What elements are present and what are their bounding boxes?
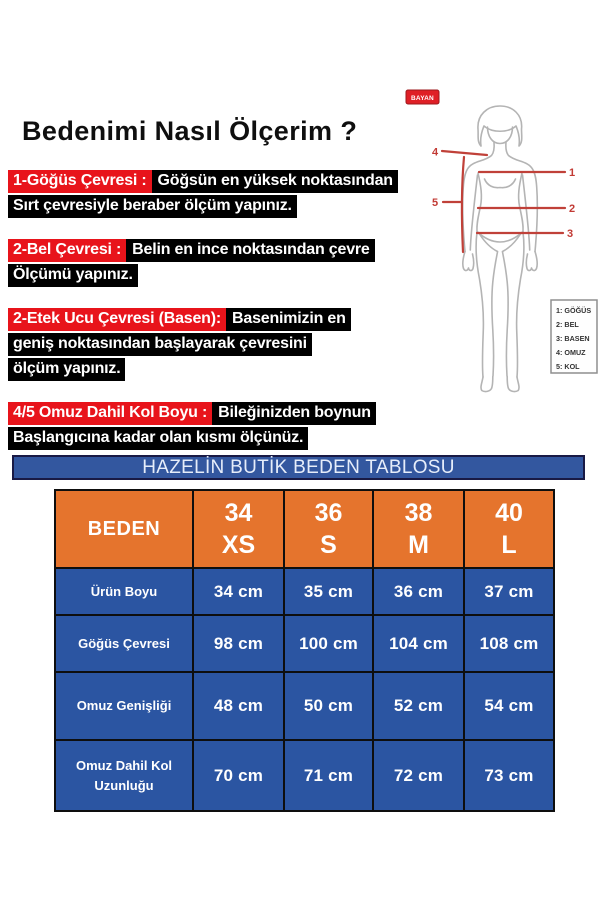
measure-text: Bileğinizden boynun	[212, 402, 376, 425]
measurement-value: 52 cm	[373, 672, 464, 740]
row-label: Göğüs Çevresi	[55, 615, 193, 672]
measure-text: Göğsün en yüksek noktasından	[152, 170, 398, 193]
size-column-header	[193, 490, 284, 568]
measurement-value: 34 cm	[193, 568, 284, 615]
instruction-line	[8, 333, 398, 356]
measurement-value: 48 cm	[193, 672, 284, 740]
measurement-instructions	[8, 170, 398, 471]
measurement-value: 100 cm	[284, 615, 373, 672]
chest-number: 1	[569, 167, 576, 179]
measure-label: 2-Etek Ucu Çevresi (Basen):	[8, 308, 226, 331]
size-column-header	[373, 490, 464, 568]
instruction-block-hip	[8, 308, 398, 381]
size-letter: S	[320, 531, 337, 559]
measurement-value: 54 cm	[464, 672, 554, 740]
measurement-value: 73 cm	[464, 740, 554, 811]
page-title: Bedenimi Nasıl Ölçerim ?	[22, 116, 358, 146]
measure-text: Sırt çevresiyle beraber ölçüm yapınız.	[8, 195, 297, 218]
arm-number: 5	[431, 197, 439, 209]
table-row	[55, 615, 554, 672]
measurement-value: 71 cm	[284, 740, 373, 811]
size-number: 40	[495, 498, 523, 527]
badge-label: BAYAN	[411, 95, 434, 102]
measure-text: Başlangıcına kadar olan kısmı ölçünüz.	[8, 427, 308, 450]
row-label: Ürün Boyu	[55, 568, 193, 615]
legend-item: 4: OMUZ	[556, 348, 586, 357]
instruction-block-waist	[8, 239, 398, 287]
legend-item: 5: KOL	[556, 362, 580, 371]
measurement-value: 104 cm	[373, 615, 464, 672]
table-row	[55, 740, 554, 811]
measure-text: Belin en ince noktasından çevre	[126, 239, 374, 262]
measurement-value: 98 cm	[193, 615, 284, 672]
waist-number: 2	[569, 203, 576, 215]
size-number: 38	[404, 498, 433, 527]
size-letter: M	[408, 531, 429, 559]
row-label: Omuz Dahil Kol Uzunluğu	[55, 740, 193, 811]
instruction-block-arm	[8, 402, 398, 450]
legend-box	[551, 300, 597, 373]
size-table-header-row	[55, 490, 554, 568]
legend-item: 3: BASEN	[556, 334, 590, 343]
hip-number: 3	[567, 228, 574, 240]
measurement-value: 50 cm	[284, 672, 373, 740]
instruction-line	[8, 239, 398, 262]
instruction-line	[8, 427, 398, 450]
measurement-lines	[442, 151, 565, 252]
measurement-value: 37 cm	[464, 568, 554, 615]
female-body-outline-icon	[463, 106, 538, 392]
instruction-line	[8, 358, 398, 381]
measure-text: Basenimizin en	[226, 308, 351, 331]
size-column-header	[464, 490, 554, 568]
measure-label: 2-Bel Çevresi :	[8, 239, 126, 262]
measure-text: geniş noktasından başlayarak çevresini	[8, 333, 312, 356]
measurement-value: 70 cm	[193, 740, 284, 811]
legend-item: 2: BEL	[556, 320, 579, 329]
beden-corner-cell: BEDEN	[55, 490, 193, 568]
instruction-line	[8, 170, 398, 193]
shoulder-line	[442, 151, 487, 155]
size-table	[54, 489, 555, 812]
measure-text: Ölçümü yapınız.	[8, 264, 138, 287]
measure-text: ölçüm yapınız.	[8, 358, 125, 381]
instruction-line	[8, 402, 398, 425]
measure-label: 1-Göğüs Çevresi :	[8, 170, 152, 193]
instruction-line	[8, 264, 398, 287]
row-label: Omuz Genişliği	[55, 672, 193, 740]
table-title-bar: HAZELİN BUTİK BEDEN TABLOSU	[12, 455, 585, 480]
bayan-badge	[406, 90, 439, 104]
table-row	[55, 672, 554, 740]
measurement-value: 36 cm	[373, 568, 464, 615]
size-number: 36	[314, 498, 343, 527]
measurement-value: 72 cm	[373, 740, 464, 811]
instruction-block-chest	[8, 170, 398, 218]
measurement-value: 35 cm	[284, 568, 373, 615]
table-row	[55, 568, 554, 615]
legend-item: 1: GÖĞÜS	[556, 306, 592, 315]
instruction-line	[8, 308, 398, 331]
measurement-value: 108 cm	[464, 615, 554, 672]
size-letter: L	[501, 531, 517, 559]
instruction-line	[8, 195, 398, 218]
size-number: 34	[224, 498, 253, 527]
measurement-numbers	[432, 147, 575, 241]
size-column-header	[284, 490, 373, 568]
shoulder-number: 4	[431, 146, 439, 159]
body-measurement-diagram	[400, 80, 600, 405]
size-letter: XS	[221, 531, 256, 559]
measure-label: 4/5 Omuz Dahil Kol Boyu :	[8, 402, 212, 425]
